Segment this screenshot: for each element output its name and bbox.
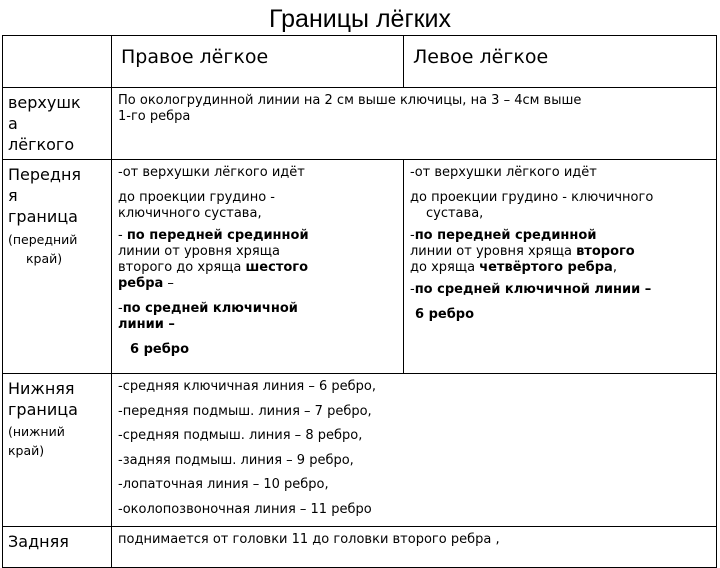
lower-list-item: -средняя подмыш. линия – 8 ребро, bbox=[118, 428, 363, 443]
front-sublabel-line: (передний bbox=[8, 232, 78, 247]
apex-label-line: лёгкого bbox=[8, 135, 75, 154]
front-right-bold: шестого bbox=[245, 260, 309, 275]
front-left-bold: по передней срединной bbox=[414, 228, 597, 243]
front-left-dash: - bbox=[410, 282, 415, 297]
front-sublabel bbox=[3, 230, 111, 268]
front-right-line: ключичного сустава, bbox=[118, 206, 262, 221]
front-right-bold: по передней срединной bbox=[126, 228, 309, 243]
table-row-apex bbox=[3, 88, 717, 160]
apex-label bbox=[3, 88, 111, 155]
front-right-line bbox=[118, 276, 399, 292]
table-row-lower-border bbox=[3, 374, 717, 527]
front-sublabel-line: край) bbox=[26, 251, 63, 266]
page-title: Границы лёгких bbox=[269, 5, 451, 33]
front-right-bold: линии – bbox=[118, 317, 175, 332]
front-right-dash: - bbox=[118, 301, 123, 316]
front-right-line: линии от уровня хряща bbox=[118, 244, 280, 259]
front-left-text-part: , bbox=[612, 260, 617, 275]
front-right-line bbox=[118, 342, 399, 358]
back-text-cell bbox=[112, 527, 717, 568]
lung-borders-table bbox=[2, 35, 717, 568]
front-left-text-part: до хряща bbox=[410, 260, 480, 275]
back-label-cell bbox=[3, 527, 112, 568]
front-right-line bbox=[118, 260, 399, 276]
front-left-line bbox=[410, 307, 712, 323]
apex-text-line: По окологрудинной линии на 2 см выше ключицы, на 3 – 4см выше bbox=[118, 93, 582, 108]
front-left-line bbox=[410, 282, 712, 298]
front-right-line bbox=[118, 228, 399, 244]
header-left-lung bbox=[404, 36, 717, 88]
front-left-bold: четвёртого ребра bbox=[479, 260, 613, 275]
front-right-bold: по средней ключичной bbox=[122, 301, 298, 316]
lower-label bbox=[3, 374, 111, 420]
lower-label-line: граница bbox=[8, 400, 78, 419]
front-right-line bbox=[118, 301, 399, 317]
front-left-line: -от верхушки лёгкого идёт bbox=[410, 165, 597, 180]
front-label bbox=[3, 160, 111, 227]
lower-label-line: Нижняя bbox=[8, 379, 75, 398]
front-left-line bbox=[410, 228, 712, 244]
lower-sublabel bbox=[3, 422, 111, 460]
front-left-line: до проекции грудино - ключичного bbox=[410, 190, 654, 205]
header-left-lung-label: Левое лёгкое bbox=[413, 46, 549, 68]
table-row-front-border bbox=[3, 160, 717, 374]
front-right-dash: - bbox=[118, 228, 127, 243]
lower-list-item: -задняя подмыш. линия – 9 ребро, bbox=[118, 452, 354, 468]
front-left-line bbox=[410, 260, 712, 276]
front-right-bold: ребра bbox=[118, 276, 164, 291]
apex-text-cell bbox=[112, 88, 717, 160]
front-right-text-part: второго до хряща bbox=[118, 260, 246, 275]
front-label-line: я bbox=[8, 186, 18, 205]
back-text: поднимается от головки 11 до головки второго ребра , bbox=[118, 532, 500, 547]
apex-text-line: 1-го ребра bbox=[118, 109, 191, 124]
front-right-bold: 6 ребро bbox=[130, 342, 190, 357]
lower-text bbox=[112, 374, 716, 518]
front-left-cell bbox=[404, 160, 717, 374]
front-left-text bbox=[404, 160, 716, 323]
front-right-text-part: – bbox=[163, 276, 174, 291]
apex-text bbox=[112, 88, 716, 125]
lower-text-cell bbox=[112, 374, 717, 527]
back-label: Задняя bbox=[8, 532, 69, 551]
front-left-text-part: линии от уровня хряща bbox=[410, 244, 577, 259]
lower-list-item: -средняя ключичная линия – 6 ребро, bbox=[118, 379, 376, 394]
header-right-lung-label: Правое лёгкое bbox=[121, 46, 269, 68]
lower-list-item: -лопаточная линия – 10 ребро, bbox=[118, 477, 329, 492]
apex-label-line: верхушк bbox=[8, 93, 81, 112]
lower-sublabel-line: (нижний bbox=[8, 424, 65, 439]
front-left-bold: 6 ребро bbox=[415, 307, 475, 322]
header-empty-cell bbox=[3, 36, 112, 88]
front-label-line: граница bbox=[8, 207, 78, 226]
front-left-bold: второго bbox=[576, 244, 635, 259]
front-left-dash: - bbox=[410, 228, 415, 243]
front-right-line: до проекции грудино - bbox=[118, 190, 275, 205]
apex-label-cell bbox=[3, 88, 112, 160]
lower-list-item: -околопозвоночная линия – 11 ребро bbox=[118, 501, 372, 517]
front-left-line bbox=[410, 244, 712, 260]
table-header-row bbox=[3, 36, 717, 88]
lower-sublabel-line: край) bbox=[8, 443, 45, 458]
front-left-bold: по средней ключичной линии – bbox=[414, 282, 652, 297]
lower-list-item: -передняя подмыш. линия – 7 ребро, bbox=[118, 403, 372, 419]
front-right-line bbox=[118, 317, 399, 333]
table-row-back-border bbox=[3, 527, 717, 568]
front-right-line: -от верхушки лёгкого идёт bbox=[118, 165, 305, 180]
header-right-lung bbox=[112, 36, 404, 88]
front-left-line: сустава, bbox=[426, 206, 484, 221]
front-right-cell bbox=[112, 160, 404, 374]
apex-label-line: а bbox=[8, 114, 18, 133]
lower-label-cell bbox=[3, 374, 112, 527]
front-label-line: Передня bbox=[8, 165, 82, 184]
front-label-cell bbox=[3, 160, 112, 374]
front-right-text bbox=[112, 160, 403, 358]
